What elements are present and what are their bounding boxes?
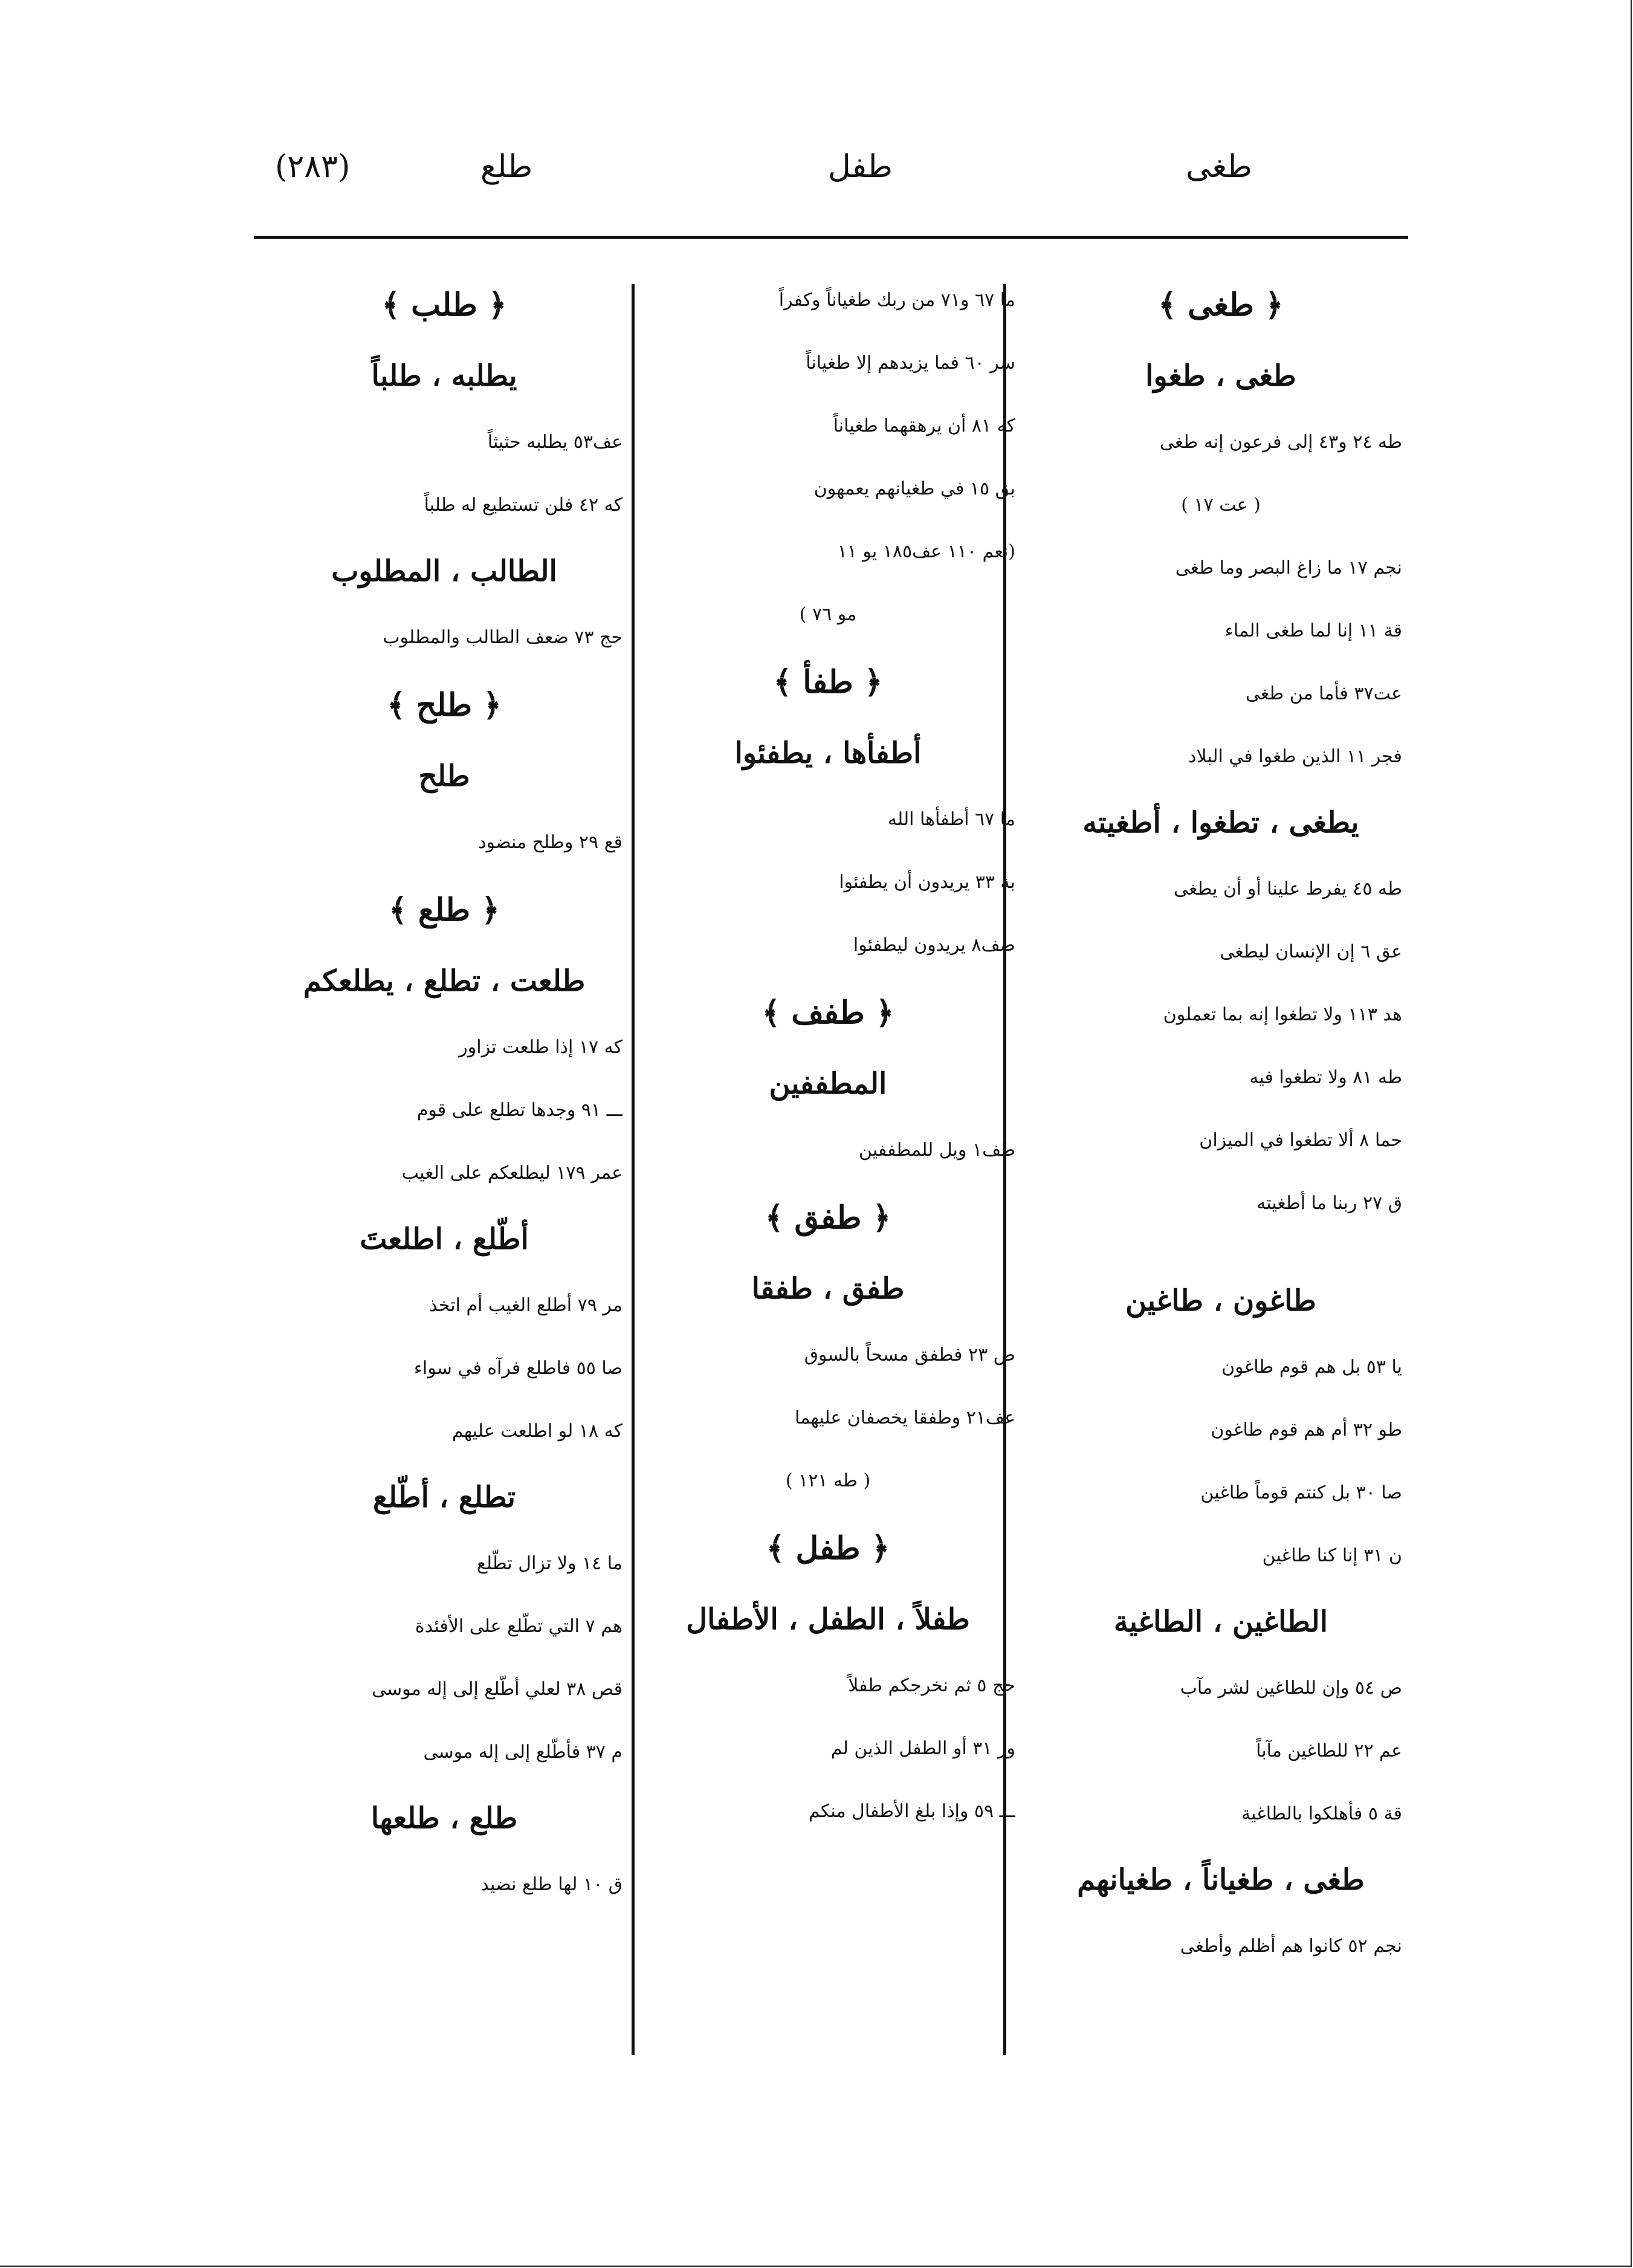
verse-reference: م ٣٧ فأطّلع إلى إله موسى xyxy=(423,1742,622,1763)
word-form-heading: طغى ، طغوا xyxy=(1145,359,1296,393)
word-form-heading: طفلاً ، الطفل ، الأطفال xyxy=(686,1602,970,1636)
cross-reference-note: ( عت ١٧ ) xyxy=(1181,494,1261,516)
word-form-heading: طفق ، طفقا xyxy=(751,1272,905,1306)
root-heading: ﴿ طلح ﴾ xyxy=(387,687,502,724)
header-rule xyxy=(254,236,1408,239)
cross-reference-note: ( طه ١٢١ ) xyxy=(785,1470,871,1491)
verse-reference: هم ٧ التي تطّلع على الأفئدة xyxy=(415,1616,622,1637)
verse-reference: كه ١٧ إذا طلعت تزاور xyxy=(459,1037,622,1058)
verse-reference: عم ٢٢ للطاغين مآباً xyxy=(1256,1740,1402,1761)
verse-reference: بق ١٥ في طغيانهم يعمهون xyxy=(813,478,1015,499)
verse-reference: ما ٦٧ و٧١ من ربك طغياناً وكفراً xyxy=(778,290,1015,311)
verse-reference: سر ٦٠ فما يزيدهم إلا طغياناً xyxy=(806,352,1015,374)
verse-reference: هد ١١٣ ولا تطغوا إنه بما تعملون xyxy=(1163,1004,1402,1025)
verse-reference: ن ٣١ إنا كنا طاغين xyxy=(1262,1545,1402,1566)
page-number: (٢٨٣) xyxy=(275,149,351,185)
verse-reference: ور ٣١ أو الطفل الذين لم xyxy=(830,1738,1015,1759)
verse-reference: نجم ٥٢ كانوا هم أظلم وأطغى xyxy=(1180,1936,1402,1957)
root-heading: ﴿ طفق ﴾ xyxy=(765,1199,891,1236)
column-divider-left xyxy=(632,284,635,2055)
column-right xyxy=(1040,269,1402,2073)
column-middle xyxy=(641,269,1015,2073)
verse-reference: ص ٥٤ وإن للطاغين لشر مآب xyxy=(1180,1677,1402,1699)
verse-reference: قة ١١ إنا لما طغى الماء xyxy=(1224,620,1402,641)
verse-reference: طه ٢٤ و٤٣ إلى فرعون إنه طغى xyxy=(1159,432,1402,453)
running-head-right-word: طغى xyxy=(1186,149,1252,185)
word-form-heading: الطالب ، المطلوب xyxy=(331,554,557,588)
verse-reference: عمر ١٧٩ ليطلعكم على الغيب xyxy=(401,1162,622,1184)
word-form-heading: أطّلع ، اطلعتَ xyxy=(360,1222,529,1256)
verse-reference: عق ٦ إن الإنسان ليطغى xyxy=(1220,941,1402,962)
word-form-heading: طاغون ، طاغين xyxy=(1125,1284,1316,1318)
verse-reference: صف٨ يريدون ليطفئوا xyxy=(853,935,1015,956)
verse-reference: عف٥٣ يطلبه حثيثاً xyxy=(487,432,622,453)
verse-reference: كه ٤٢ فلن تستطيع له طلباً xyxy=(424,494,622,516)
verse-reference: ق ١٠ لها طلع نضيد xyxy=(480,1874,622,1895)
verse-reference: قص ٣٨ لعلي أطّلع إلى إله موسى xyxy=(372,1679,622,1700)
word-form-heading: تطلع ، أطّلع xyxy=(372,1480,516,1514)
verse-reference: طه ٤٥ يفرط علينا أو أن يطغى xyxy=(1174,878,1402,899)
verse-reference: صا ٥٥ فاطلع فرآه في سواء xyxy=(413,1358,622,1379)
verse-reference: عف٢١ وطفقا يخصفان عليهما xyxy=(795,1407,1015,1428)
root-heading: ﴿ طفل ﴾ xyxy=(766,1530,890,1567)
word-form-heading: الطاغين ، الطاغية xyxy=(1113,1605,1328,1639)
verse-reference: بة ٣٣ يريدون أن يطفئوا xyxy=(839,872,1015,893)
verse-reference: صا ٣٠ بل كنتم قوماً طاغين xyxy=(1200,1482,1402,1503)
verse-reference: حج ٥ ثم نخرجكم طفلاً xyxy=(848,1675,1015,1696)
verse-reference: فجر ١١ الذين طغوا في البلاد xyxy=(1188,746,1402,767)
verse-reference: طف١ ويل للمطففين xyxy=(859,1139,1015,1161)
word-form-heading: أطفأها ، يطفئوا xyxy=(734,736,922,770)
verse-reference: (نعم ١١٠ عف١٨٥ يو ١١ xyxy=(837,541,1015,562)
verse-reference: حج ٧٣ ضعف الطالب والمطلوب xyxy=(383,627,622,648)
verse-reference: عت٣٧ فأما من طغى xyxy=(1245,683,1402,704)
word-form-heading: طلح xyxy=(418,759,470,793)
root-heading: ﴿ طلع ﴾ xyxy=(389,892,500,928)
root-heading: ﴿ طغى ﴾ xyxy=(1158,287,1284,323)
word-form-heading: المطففين xyxy=(769,1067,887,1101)
verse-reference: طه ٨١ ولا تطغوا فيه xyxy=(1249,1067,1402,1088)
verse-reference: مر ٧٩ أطلع الغيب أم اتخذ xyxy=(429,1295,622,1316)
verse-reference: يا ٥٣ بل هم قوم طاغون xyxy=(1221,1356,1402,1378)
verse-reference: ما ٦٧ أطفأها الله xyxy=(887,809,1015,830)
verse-reference: ق ٢٧ ربنا ما أطغيته xyxy=(1256,1193,1402,1214)
word-form-heading: طلعت ، تطلع ، يطلعكم xyxy=(303,964,586,998)
column-left xyxy=(266,269,622,2073)
cross-reference-note: مو ٧٦ ) xyxy=(799,604,857,625)
verse-reference: حما ٨ ألا تطغوا في الميزان xyxy=(1199,1130,1402,1151)
root-heading: ﴿ طلب ﴾ xyxy=(381,287,507,323)
verse-reference: ما ١٤ ولا تزال تطّلع xyxy=(476,1553,622,1574)
verse-reference: ص ٢٣ فطفق مسحاً بالسوق xyxy=(804,1344,1015,1366)
running-head-middle-word: طفل xyxy=(827,149,893,185)
word-form-heading: يطلبه ، طلباً xyxy=(371,359,517,393)
spacer xyxy=(1040,1235,1402,1266)
root-heading: ﴿ طفأ ﴾ xyxy=(773,664,883,701)
word-form-heading: طغى ، طغياناً ، طغيانهم xyxy=(1077,1863,1365,1897)
verse-reference: قع ٢٩ وطلح منضود xyxy=(478,832,622,853)
verse-reference: كه ١٨ لو اطلعت عليهم xyxy=(451,1421,622,1442)
running-head-left-word: طلع xyxy=(480,149,533,185)
verse-reference: طو ٣٢ أم هم قوم طاغون xyxy=(1211,1419,1402,1440)
root-heading: ﴿ طفف ﴾ xyxy=(762,994,894,1031)
verse-reference: ـــ ٥٩ وإذا بلغ الأطفال منكم xyxy=(808,1801,1015,1822)
verse-reference: قة ٥ فأهلكوا بالطاغية xyxy=(1241,1803,1402,1824)
verse-reference: ـــ ٩١ وجدها تطلع على قوم xyxy=(416,1100,622,1121)
word-form-heading: يطغى ، تطغوا ، أطغيته xyxy=(1082,806,1359,840)
verse-reference: نجم ١٧ ما زاغ البصر وما طغى xyxy=(1175,557,1402,578)
verse-reference: كه ٨١ أن يرهقهما طغياناً xyxy=(833,415,1015,436)
word-form-heading: طلع ، طلعها xyxy=(370,1801,518,1835)
